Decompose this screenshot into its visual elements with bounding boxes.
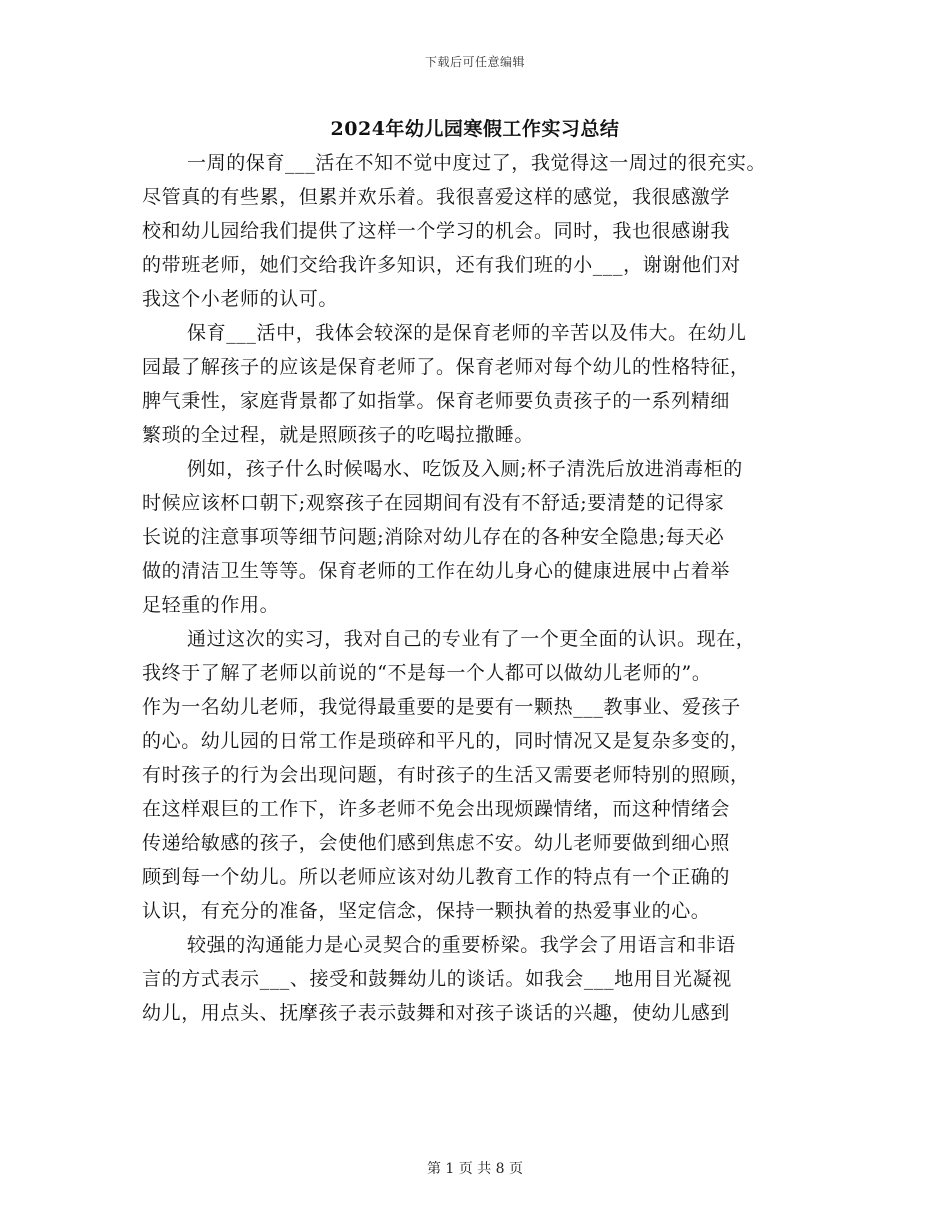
text-line: 传递给敏感的孩子，会使他们感到焦虑不安。幼儿老师要做到细心照: [142, 832, 731, 854]
text-line: 言的方式表示___、接受和鼓舞幼儿的谈话。如我会___地用目光凝视: [142, 968, 732, 990]
document-body: [142, 146, 832, 1030]
text-line: 脾气秉性，家庭背景都了如指掌。保育老师要负责孩子的一系列精细: [142, 390, 731, 412]
text-line: 长说的注意事项等细节问题;消除对幼儿存在的各种安全隐患;每天必: [142, 526, 725, 548]
text-line: 尽管真的有些累，但累并欢乐着。我很喜爱这样的感觉，我很感激学: [142, 186, 731, 208]
page-header-note: 下载后可任意编辑: [424, 55, 525, 69]
text-line: 校和幼儿园给我们提供了这样一个学习的机会。同时，我也很感谢我: [142, 220, 731, 242]
page-number: 第 1 页 共 8 页: [426, 1161, 524, 1177]
text-line: 的带班老师，她们交给我许多知识，还有我们班的小___，谢谢他们对: [142, 254, 741, 276]
text-line: 足轻重的作用。: [142, 594, 280, 616]
text-line: 例如，孩子什么时候喝水、吃饭及入厕;杯子清洗后放进消毒柜的: [187, 458, 743, 480]
paragraph-1: [142, 146, 832, 316]
text-line: 我终于了解了老师以前说的“不是每一个人都可以做幼儿老师的”。: [142, 662, 712, 684]
text-line: 认识，有充分的准备，坚定信念，保持一颗执着的热爱事业的心。: [142, 900, 711, 922]
text-line: 通过这次的实习，我对自己的专业有了一个更全面的认识。现在，: [187, 628, 756, 650]
paragraph-4: [142, 622, 832, 928]
text-line: 园最了解孩子的应该是保育老师了。保育老师对每个幼儿的性格特征，: [142, 356, 750, 378]
text-line: 我这个小老师的认可。: [142, 288, 339, 310]
text-line: 作为一名幼儿老师，我觉得最重要的是要有一颗热___教事业、爱孩子: [142, 696, 741, 718]
text-line: 幼儿，用点头、抚摩孩子表示鼓舞和对孩子谈话的兴趣，使幼儿感到: [142, 1002, 731, 1024]
document-title: 2024年幼儿园寒假工作实习总结: [330, 118, 620, 140]
text-line: 时候应该杯口朝下;观察孩子在园期间有没有不舒适;要清楚的记得家: [142, 492, 725, 514]
text-line: 顾到每一个幼儿。所以老师应该对幼儿教育工作的特点有一个正确的: [142, 866, 731, 888]
paragraph-2: [142, 316, 832, 452]
text-line: 较强的沟通能力是心灵契合的重要桥梁。我学会了用语言和非语: [187, 934, 736, 956]
text-line: 有时孩子的行为会出现问题，有时孩子的生活又需要老师特别的照顾，: [142, 764, 750, 786]
text-line: 的心。幼儿园的日常工作是琐碎和平凡的，同时情况又是复杂多变的，: [142, 730, 750, 752]
text-line: 繁琐的全过程，就是照顾孩子的吃喝拉撒睡。: [142, 424, 535, 446]
paragraph-5: [142, 928, 832, 1030]
text-line: 一周的保育___活在不知不觉中度过了，我觉得这一周过的很充实。: [187, 152, 767, 174]
text-line: 做的清洁卫生等等。保育老师的工作在幼儿身心的健康进展中占着举: [142, 560, 731, 582]
text-line: 保育___活中，我体会较深的是保育老师的辛苦以及伟大。在幼儿: [187, 322, 747, 344]
text-line: 在这样艰巨的工作下，许多老师不免会出现烦躁情绪，而这种情绪会: [142, 798, 731, 820]
paragraph-3: [142, 452, 832, 622]
